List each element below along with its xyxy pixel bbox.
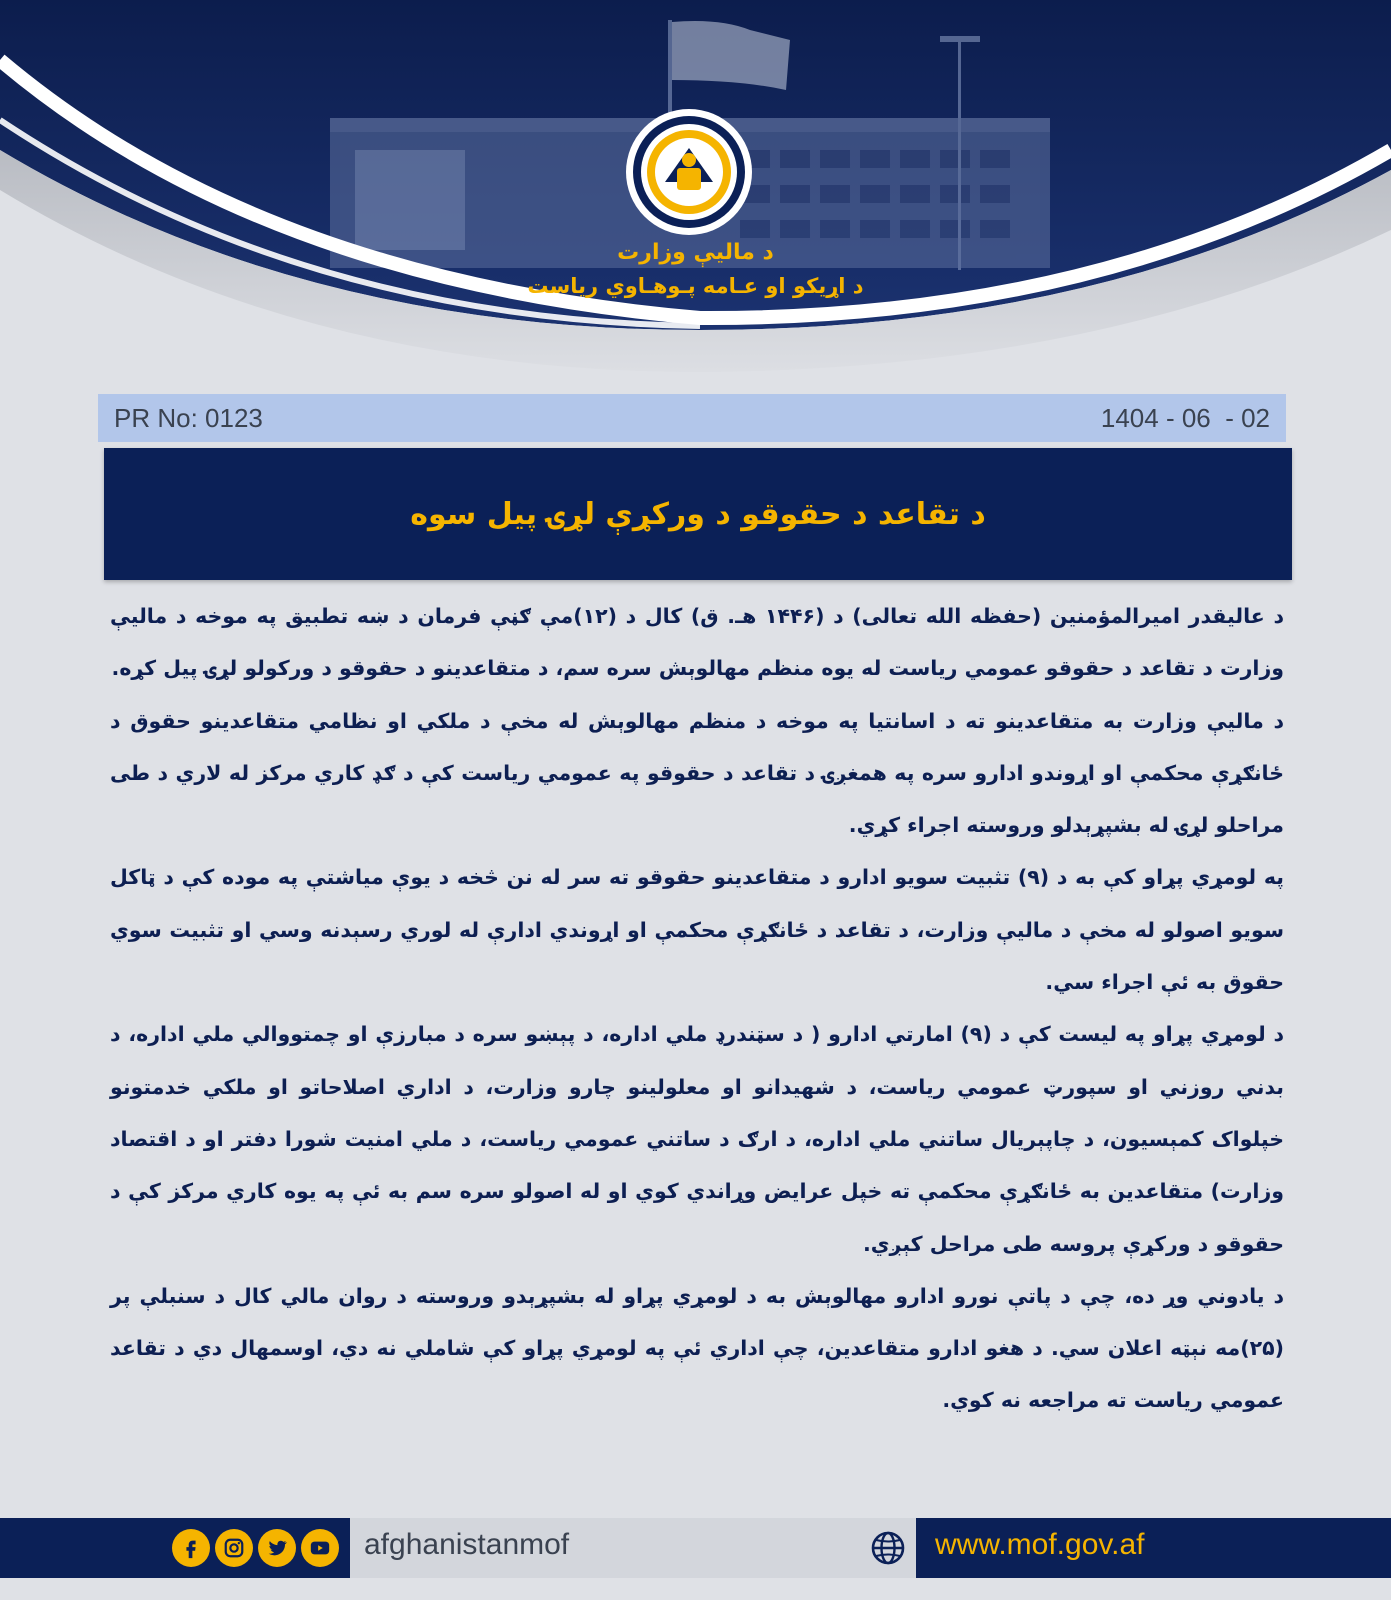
ministry-name: د مالیې وزارت	[617, 240, 774, 265]
instagram-icon[interactable]	[215, 1529, 253, 1567]
press-release-body	[110, 590, 1284, 1427]
header	[0, 0, 1391, 400]
globe-icon	[870, 1530, 906, 1566]
social-handle[interactable]: afghanistanmof	[364, 1528, 570, 1561]
title-banner	[104, 448, 1292, 580]
youtube-icon[interactable]	[301, 1529, 339, 1567]
paragraph-3: په لومړي پړاو کې به د (۹) تثبیت سویو ادارو د متقاعدینو حقوقو ته سر له نن څخه د یوې میاشتې په موده کې د ټاکل سویو اصولو له مخې د مالیې وزارت، د تقاعد د ځانګړې محکمې او اړوندي ادارې له لوري رسېدنه وسي او تثبیت سوي حقوق به ئې اجراء سي.	[110, 865, 1284, 995]
paragraph-2: د مالیې وزارت به متقاعدینو ته د اسانتیا په موخه د منظم مهالوېش له مخې د ملکي او نظامي متقاعدینو حقوق د ځانګړې محکمې او اړوندو ادارو سره په همغږۍ د تقاعد د حقوقو په عمومي ریاست کې د ګډ کاري مرکز له لاري د طی مراحلو لړۍ له بشپړېدلو وروسته اجراء کړي.	[110, 708, 1284, 838]
pr-number: PR No: 0123	[114, 402, 263, 433]
meta-bar	[98, 394, 1286, 442]
paragraph-5: د یادوني وړ ده، چې د پاتې نورو ادارو مهالوېش به د لومړي پړاو له بشپړېدو وروسته د روان مالي کال د سنبلې پر (۲۵)مه نېټه اعلان سي. د هغو ادارو متقاعدین، چې اداري ئې په لومړي پړاو کې شاملي نه دي، اوسمهال دي د تقاعد عمومي ریاست ته مراجعه نه کوي.	[110, 1283, 1284, 1413]
page-title: د تقاعد د حقوقو د ورکړې لړۍ پیل سوه	[410, 496, 986, 532]
footer	[0, 1518, 1391, 1578]
emblem-icon	[625, 108, 753, 236]
paragraph-1: د عالیقدر امیرالمؤمنین (حفظه الله تعالی) د (۱۴۴۶ هـ. ق) کال د (۱۲)مې ګڼې فرمان د ښه تطبیق په موخه د مالیې وزارت د تقاعد د حقوقو عمومي ریاست له یوه منظم مهالوېش سره سم، د متقاعدینو د حقوقو د ورکولو لړۍ پیل کړه.	[110, 604, 1285, 681]
paragraph-4: د لومړي پړاو په لیست کې د (۹) امارتي ادارو ( د سټندرډ ملي اداره، د پېښو سره د مبارزې او چمتووالي ملي اداره، د بدني روزني او سپورټ عمومي ریاست، د شهیدانو او معلولینو چارو وزارت، د اداري اصلاحاتو او ملکي خدمتونو خپلواک کمېسیون، د چاپېریال ساتني ملي اداره، د ارګ د ساتني عمومي ریاست، د ملي امنیت شورا دفتر او د اقتصاد وزارت) متقاعدین به ځانګړې محکمې ته خپل عرایض وړاندي کوي او له اصولو سره سم به ئې په یوه کاري مرکز کې د حقوقو د ورکړې پروسه طی مراحل کېږي.	[110, 1022, 1284, 1256]
release-date: 1404 - 06 - 02	[1100, 402, 1270, 433]
directorate-name: د اړیکو او عـامه پـوهـاوي ریاست	[527, 274, 864, 298]
ministry-emblem	[625, 108, 753, 236]
facebook-icon[interactable]	[172, 1529, 210, 1567]
website-link[interactable]: www.mof.gov.af	[935, 1528, 1145, 1561]
twitter-icon[interactable]	[258, 1529, 296, 1567]
